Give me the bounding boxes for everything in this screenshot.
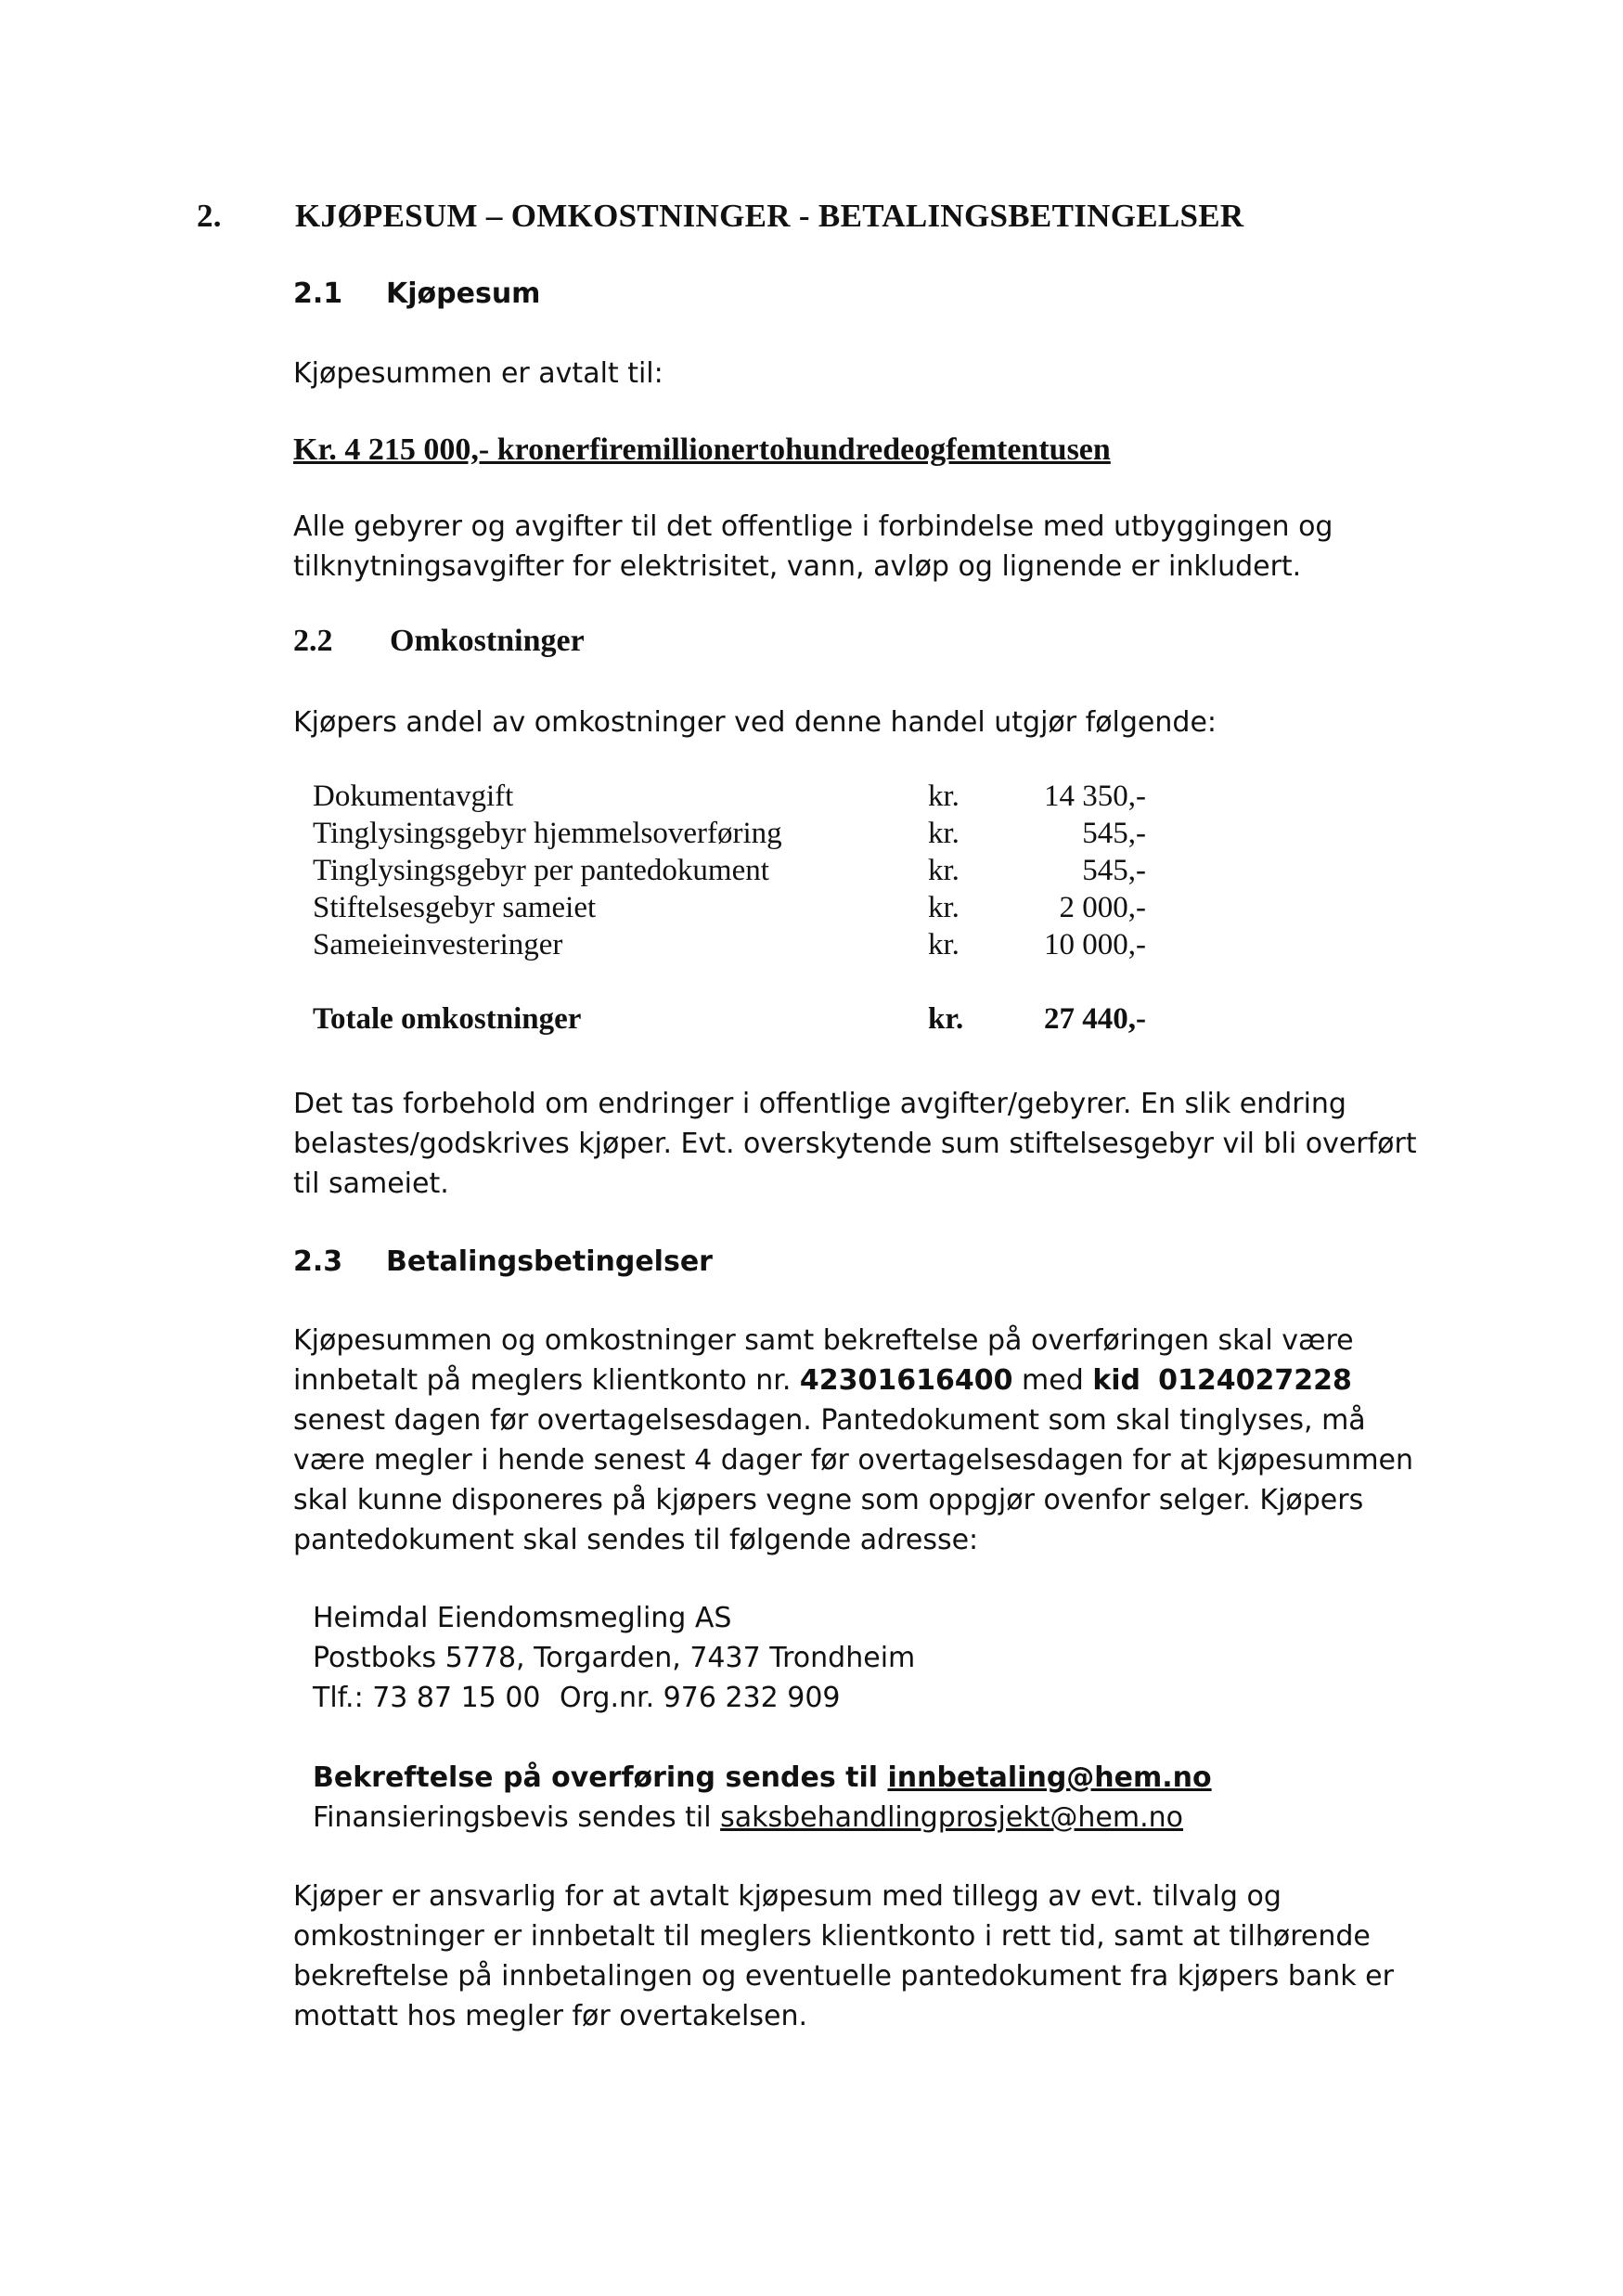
cost-name: Tinglysingsgebyr per pantedokument [313, 854, 769, 887]
price-intro: Kjøpesummen er avtalt til: [293, 357, 663, 390]
cost-currency: kr. [928, 817, 960, 850]
finance-email-link[interactable]: saksbehandlingprosjekt@hem.no [720, 1801, 1184, 1834]
section-number: 2. [197, 198, 222, 234]
total-currency: kr. [928, 1002, 964, 1036]
sub2-note: Det tas forbehold om endringer i offentlige avgifter/gebyrer. En slik endring belastes/godskrives kjøper. Evt. overskytende sum stiftelsesgebyr vil bli overført til sameiet. [293, 1088, 1417, 1200]
address-company: Heimdal Eiendomsmegling AS [313, 1602, 732, 1634]
cost-amount: 2 000,- [1059, 891, 1146, 924]
sub3-title: Betalingsbetingelser [386, 1245, 713, 1278]
sub1-title: Kjøpesum [386, 277, 541, 310]
payment-text: senest dagen før overtagelsesdagen. Pantedokument som skal tinglyses, må være megler i hende senest 4 dager før overtagelsesdagen for at kjøpesummen skal kunne disponeres på kjøpers vegne som oppgjør ovenfor selger. Kjøpers pantedokument skal sendes til følgende adresse: [293, 1404, 1414, 1556]
confirm-label: Bekreftelse på overføring sendes til [313, 1761, 888, 1794]
address-street: Postboks 5778, Torgarden, 7437 Trondheim [313, 1642, 916, 1674]
costs-intro: Kjøpers andel av omkostninger ved denne handel utgjør følgende: [293, 706, 1217, 739]
cost-amount: 10 000,- [1044, 928, 1146, 961]
payment-text: med [1012, 1364, 1093, 1397]
cost-amount: 545,- [1082, 854, 1146, 887]
payment-terms-paragraph [293, 1321, 1444, 1560]
address-phone: Tlf.: 73 87 15 00 [313, 1682, 541, 1714]
cost-currency: kr. [928, 780, 960, 813]
total-name: Totale omkostninger [313, 1002, 582, 1036]
kid-value: 0124027228 [1158, 1364, 1352, 1397]
sub2-number: 2.2 [293, 624, 333, 658]
cost-name: Stiftelsesgebyr sameiet [313, 891, 597, 924]
confirm-email-link[interactable]: innbetaling@hem.no [887, 1761, 1212, 1794]
cost-name: Tinglysingsgebyr hjemmelsoverføring [313, 817, 782, 850]
cost-amount: 14 350,- [1044, 780, 1146, 813]
address-orgnr: Org.nr. 976 232 909 [560, 1682, 841, 1714]
finance-label: Finansieringsbevis sendes til [313, 1801, 721, 1834]
confirm-line [313, 1758, 1212, 1798]
price-line: Kr. 4 215 000,- kronerfiremillionertohundredeogfemtentusen [293, 432, 1111, 467]
cost-name: Sameieinvesteringer [313, 928, 563, 961]
kid-label: kid [1092, 1364, 1141, 1397]
final-paragraph: Kjøper er ansvarlig for at avtalt kjøpesum med tillegg av evt. tilvalg og omkostninger er innbetalt til meglers klientkonto i rett tid, samt at tilhørende bekreftelse på innbetalingen og eventuelle pantedokument fra kjøpers bank er mottatt hos megler før overtakelsen. [293, 1880, 1394, 2032]
cost-amount: 545,- [1082, 817, 1146, 850]
sub1-note: Alle gebyrer og avgifter til det offentlige i forbindelse med utbyggingen og tilknytningsavgifter for elektrisitet, vann, avløp og lignende er inkludert. [293, 510, 1333, 583]
sub2-title: Omkostninger [390, 624, 585, 658]
cost-currency: kr. [928, 891, 960, 924]
client-account-number: 42301616400 [799, 1364, 1013, 1397]
sub3-number: 2.3 [293, 1245, 343, 1278]
payment-text: Kjøpesummen og omkostninger samt bekreftelse på overføringen skal være innbetalt på meglers klientkonto nr. [293, 1324, 1354, 1397]
cost-name: Dokumentavgift [313, 780, 514, 813]
cost-currency: kr. [928, 928, 960, 961]
finance-line [313, 1798, 1183, 1838]
sub1-number: 2.1 [293, 277, 343, 310]
total-amount: 27 440,- [1044, 1002, 1146, 1036]
cost-currency: kr. [928, 854, 960, 887]
section-title: KJØPESUM – OMKOSTNINGER - BETALINGSBETINGELSER [295, 198, 1244, 234]
